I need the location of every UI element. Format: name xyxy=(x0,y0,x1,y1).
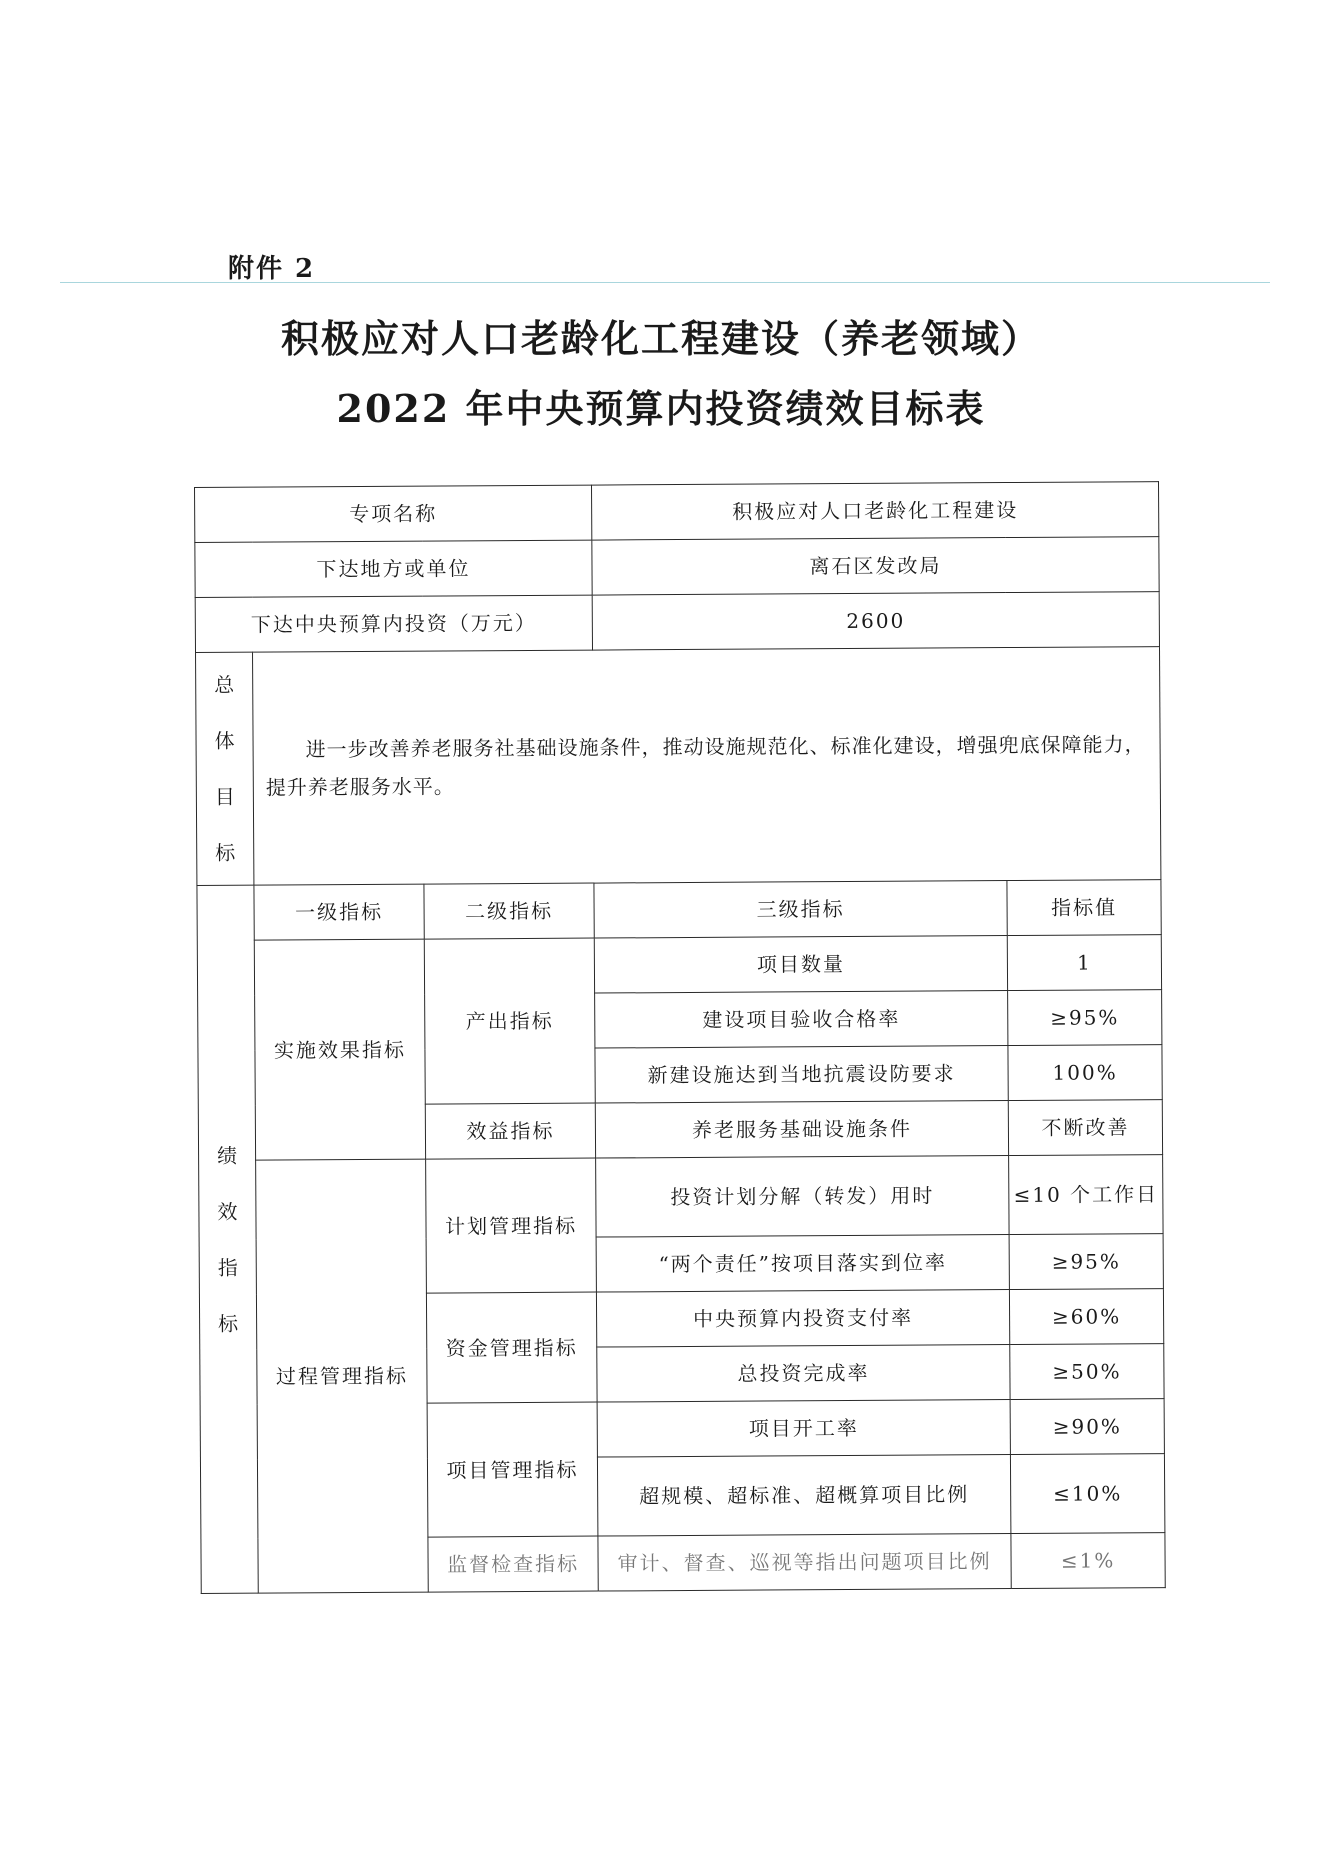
indicator-name: 新建设施达到当地抗震设防要求 xyxy=(595,1046,1008,1104)
indicator-value: ≥60% xyxy=(1009,1289,1163,1345)
indicator-value: 不断改善 xyxy=(1008,1100,1162,1156)
group-supervise: 监督检查指标 xyxy=(428,1536,598,1592)
investment-row xyxy=(195,592,1159,653)
indicator-name: 养老服务基础设施条件 xyxy=(595,1101,1008,1159)
indicator-name: 超规模、超标准、超概算项目比例 xyxy=(597,1455,1010,1537)
indicators-label-cell xyxy=(197,885,258,1593)
col-header-level2: 二级指标 xyxy=(424,883,594,939)
indicator-value: 1 xyxy=(1007,935,1161,991)
overall-goal-row xyxy=(196,647,1161,886)
indicator-name: 项目数量 xyxy=(594,936,1007,994)
performance-target-table xyxy=(194,481,1166,1594)
project-name-value: 积极应对人口老龄化工程建设 xyxy=(592,482,1159,540)
table-row xyxy=(197,935,1161,996)
col-header-level3: 三级指标 xyxy=(594,881,1007,939)
indicator-value: ≥95% xyxy=(1008,990,1162,1046)
indicator-name: 中央预算内投资支付率 xyxy=(596,1290,1009,1348)
indicator-name: 投资计划分解（转发）用时 xyxy=(596,1156,1009,1238)
indicator-value: ≥95% xyxy=(1009,1234,1163,1290)
overall-goal-label: 总体目标 xyxy=(214,672,236,865)
indicator-header-row xyxy=(197,880,1161,941)
group-project: 项目管理指标 xyxy=(427,1402,598,1537)
indicator-value: ≤10 个工作日 xyxy=(1009,1155,1163,1235)
group-process: 过程管理指标 xyxy=(256,1159,429,1593)
overall-goal-label-cell xyxy=(196,652,254,885)
project-name-label: 专项名称 xyxy=(195,485,592,542)
group-output: 产出指标 xyxy=(424,938,595,1104)
indicator-name: 项目开工率 xyxy=(597,1400,1010,1458)
indicators-label: 绩效指标 xyxy=(217,1143,239,1336)
page-title-line-1: 积极应对人口老龄化工程建设（养老领域） xyxy=(280,316,1041,361)
unit-row xyxy=(195,537,1159,598)
unit-label: 下达地方或单位 xyxy=(195,540,592,597)
indicator-value: ≥90% xyxy=(1010,1399,1164,1455)
investment-value: 2600 xyxy=(592,592,1159,650)
unit-value: 离石区发改局 xyxy=(592,537,1159,595)
indicator-value: ≥50% xyxy=(1010,1344,1164,1400)
col-header-level1: 一级指标 xyxy=(254,884,424,940)
group-fund: 资金管理指标 xyxy=(426,1292,597,1403)
overall-goal-text: 进一步改善养老服务社基础设施条件，推动设施规范化、标准化建设，增强兜底保障能力，提升养老服务水平。 xyxy=(253,647,1161,886)
indicator-value: ≤10% xyxy=(1010,1454,1164,1534)
indicator-name: 审计、督查、巡视等指出问题项目比例 xyxy=(598,1534,1011,1592)
group-benefit: 效益指标 xyxy=(425,1103,595,1159)
indicator-value: 100% xyxy=(1008,1045,1162,1101)
indicator-name: 总投资完成率 xyxy=(597,1345,1010,1403)
attachment-label: 附件 2 xyxy=(228,254,316,284)
page-title-line-2: 2022 年中央预算内投资绩效目标表 xyxy=(336,386,986,431)
indicator-value: ≤1% xyxy=(1011,1533,1165,1589)
investment-label: 下达中央预算内投资（万元） xyxy=(195,595,592,652)
table-row xyxy=(199,1155,1163,1240)
col-header-value: 指标值 xyxy=(1007,880,1161,936)
group-effect: 实施效果指标 xyxy=(254,939,425,1160)
project-name-row xyxy=(195,482,1159,543)
indicator-name: 建设项目验收合格率 xyxy=(595,991,1008,1049)
group-plan: 计划管理指标 xyxy=(426,1158,597,1293)
indicator-name: “两个责任”按项目落实到位率 xyxy=(596,1235,1009,1293)
